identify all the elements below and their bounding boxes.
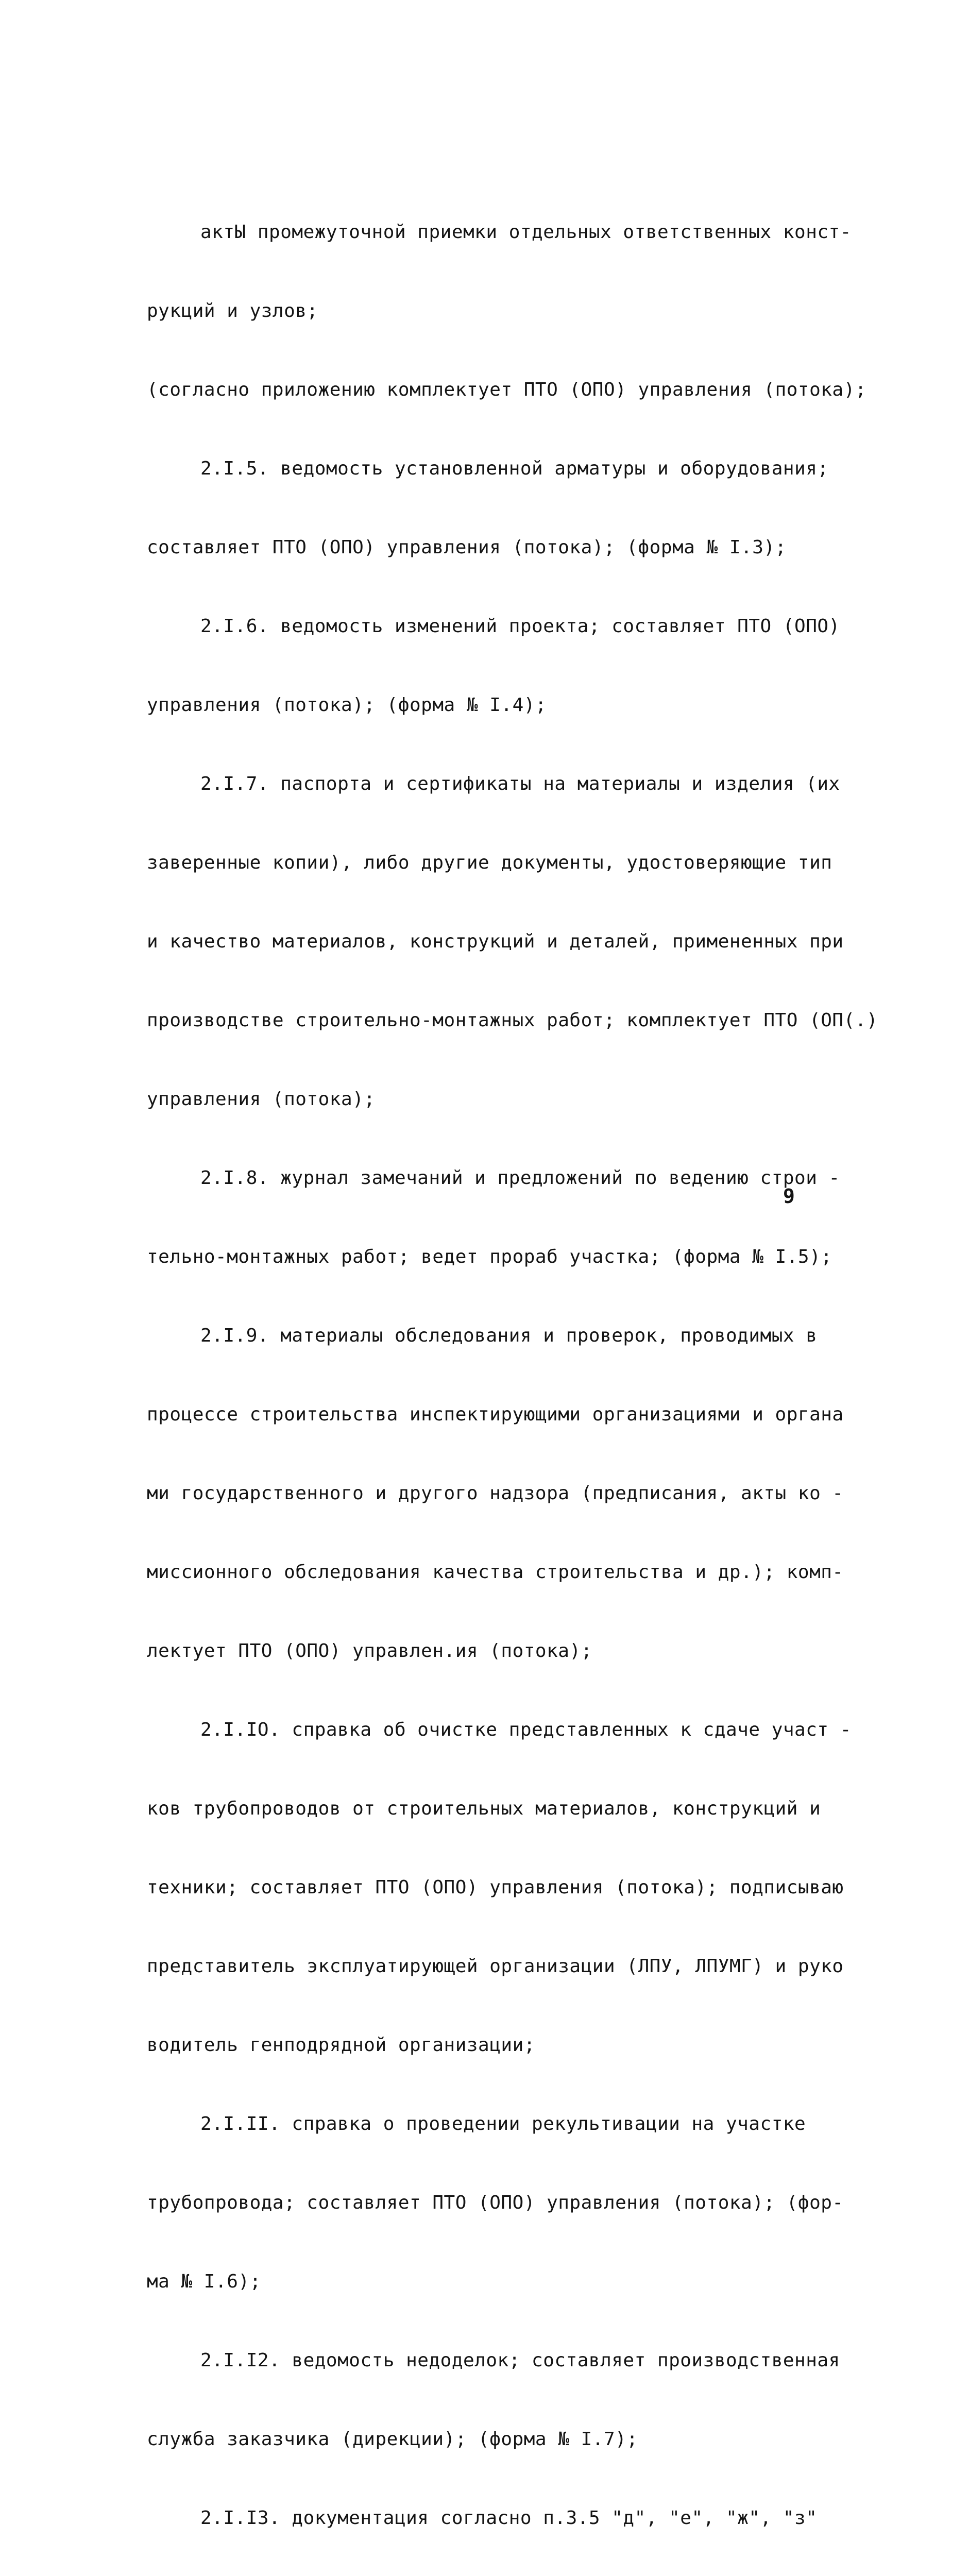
item-2-1-12: 2.I.I2. ведомость недоделок; составляет производственная: [200, 2350, 840, 2371]
text-line: производстве строительно-монтажных работ; комплектует ПТО (ОП(.): [147, 1010, 878, 1031]
text-line: управления (потока);: [147, 1089, 376, 1110]
text-line: представитель эксплуатирующей организации (ЛПУ, ЛПУМГ) и руко: [147, 1956, 844, 1977]
text-line: ков трубопроводов от строительных материалов, конструкций и: [147, 1798, 821, 1819]
text-line: (согласно приложению комплектует ПТО (ОПО) управления (потока);: [147, 379, 866, 400]
item-2-1-5: 2.I.5. ведомость установленной арматуры и оборудования;: [200, 458, 829, 479]
text-line: рукций и узлов;: [147, 300, 318, 321]
text-line: ми государственного и другого надзора (предписания, акты ко -: [147, 1483, 844, 1504]
item-2-1-13: 2.I.I3. документация согласно п.3.5 "д", "е", "ж", "з": [200, 2507, 818, 2529]
text-line: трубопровода; составляет ПТО (ОПО) управления (потока); (фор-: [147, 2192, 844, 2213]
page-body: [147, 166, 878, 2576]
text-line: заверенные копии), либо другие документы, удостоверяющие тип: [147, 852, 832, 873]
text-line: ма № I.6);: [147, 2271, 261, 2292]
item-2-1-10: 2.I.IО. справка об очистке представленных к сдаче участ -: [200, 1719, 852, 1740]
item-2-1-9: 2.I.9. материалы обследования и проверок, проводимых в: [200, 1325, 818, 1346]
item-2-1-7: 2.I.7. паспорта и сертификаты на материалы и изделия (их: [200, 773, 840, 794]
item-2-1-11: 2.I.II. справка о проведении рекультивации на участке: [200, 2113, 806, 2134]
text-line: управления (потока); (форма № I.4);: [147, 694, 547, 716]
text-line: миссионного обследования качества строительства и др.); комп-: [147, 1562, 844, 1583]
text-line: техники; составляет ПТО (ОПО) управления (потока); подписываю: [147, 1877, 844, 1898]
text-line: водитель генподрядной организации;: [147, 2035, 535, 2056]
item-2-1-6: 2.I.6. ведомость изменений проекта; составляет ПТО (ОПО): [200, 616, 840, 637]
text-line: тельно-монтажных работ; ведет прораб участка; (форма № I.5);: [147, 1246, 832, 1267]
text-line: актЫ промежуточной приемки отдельных ответственных конст-: [200, 222, 852, 243]
text-line: процессе строительства инспектирующими организациями и органа: [147, 1404, 844, 1425]
text-line: лектует ПТО (ОПО) управлен.ия (потока);: [147, 1640, 592, 1662]
text-line: составляет ПТО (ОПО) управления (потока); (форма № I.3);: [147, 537, 787, 558]
text-line: и качество материалов, конструкций и деталей, примененных при: [147, 931, 844, 952]
page-number: 9: [783, 1185, 795, 1208]
item-2-1-8: 2.I.8. журнал замечаний и предложений по ведению строи -: [200, 1167, 840, 1189]
text-line: служба заказчика (дирекции); (форма № I.7);: [147, 2429, 638, 2450]
